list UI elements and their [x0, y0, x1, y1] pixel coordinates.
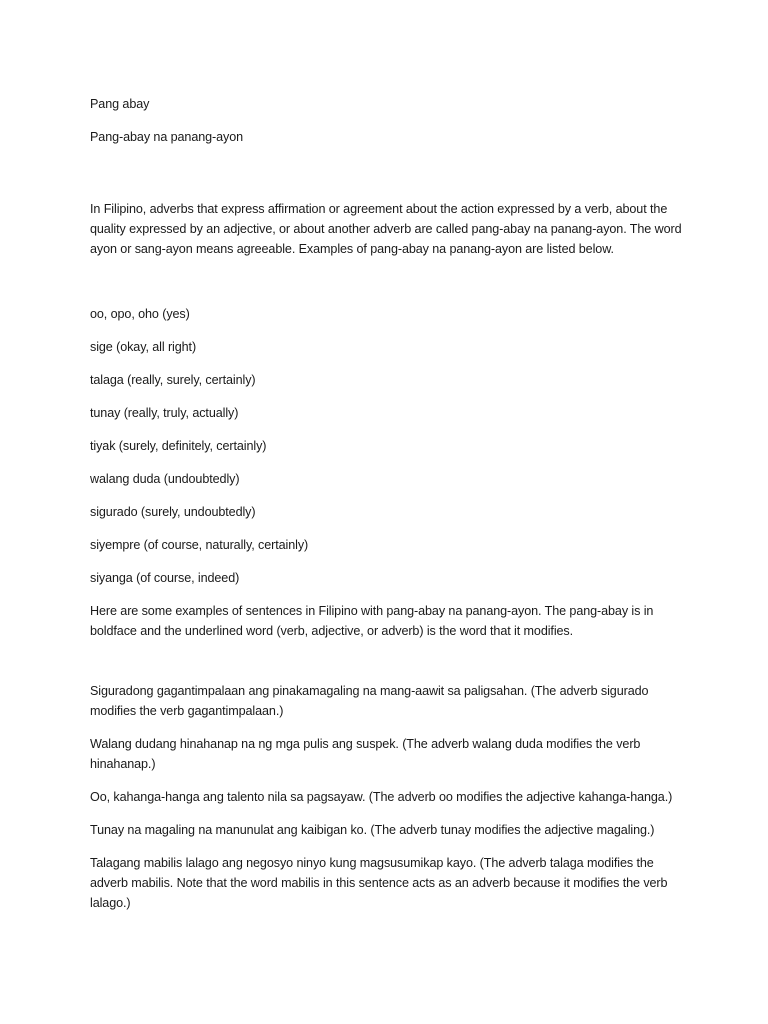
example-sentence: Talagang mabilis lalago ang negosyo ninyo kung magsusumikap kayo. (The adverb talaga modifies the adverb mabilis. Note that the word mabilis in this sentence acts as an adverb because it modifies the verb lalago.) — [90, 856, 668, 910]
list-item: oo, opo, oho (yes) — [90, 307, 190, 321]
examples-intro-paragraph: Here are some examples of sentences in Filipino with pang-abay na panang-ayon. The pang-abay is in boldface and the underlined word (verb, adjective, or adverb) is the word that it modifies. — [90, 604, 654, 638]
list-item: tunay (really, truly, actually) — [90, 406, 239, 420]
document-page — [90, 94, 690, 926]
document-title: Pang abay — [90, 97, 150, 111]
example-sentence: Tunay na magaling na manunulat ang kaibigan ko. (The adverb tunay modifies the adjective magaling.) — [90, 823, 655, 837]
list-item: walang duda (undoubtedly) — [90, 472, 240, 486]
example-sentence: Oo, kahanga-hanga ang talento nila sa pagsayaw. (The adverb oo modifies the adjective kahanga-hanga.) — [90, 790, 673, 804]
intro-paragraph: In Filipino, adverbs that express affirmation or agreement about the action expressed by a verb, about the quality expressed by an adjective, or about another adverb are called pang-abay na panang-ayon. The word ayon or sang-ayon means agreeable. Examples of pang-abay na panang-ayon are listed below. — [90, 202, 682, 256]
example-sentence: Siguradong gagantimpalaan ang pinakamagaling na mang-aawit sa paligsahan. (The adverb sigurado modifies the verb gagantimpalaan.) — [90, 684, 649, 718]
list-item: siyempre (of course, naturally, certainly) — [90, 538, 309, 552]
list-item: sige (okay, all right) — [90, 340, 197, 354]
list-item: sigurado (surely, undoubtedly) — [90, 505, 256, 519]
list-item: talaga (really, surely, certainly) — [90, 373, 256, 387]
list-item: tiyak (surely, definitely, certainly) — [90, 439, 267, 453]
example-sentence: Walang dudang hinahanap na ng mga pulis ang suspek. (The adverb walang duda modifies the verb hinahanap.) — [90, 737, 641, 771]
list-item: siyanga (of course, indeed) — [90, 571, 240, 585]
document-subtitle: Pang-abay na panang-ayon — [90, 130, 244, 144]
